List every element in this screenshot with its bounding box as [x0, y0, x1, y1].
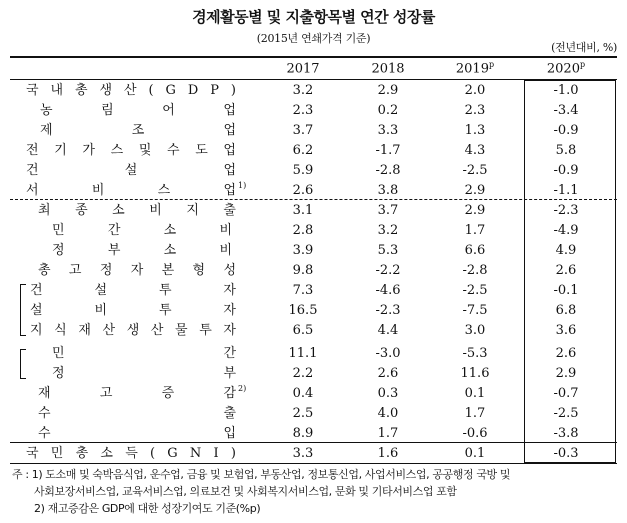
cell-value: 3.9 [292, 243, 314, 258]
cell-value: 2.0 [464, 83, 486, 98]
cell-value: 5.8 [555, 143, 577, 158]
cell-value: 2.6 [555, 263, 577, 278]
cell-value: -2.3 [553, 203, 579, 218]
cell-value: 0.1 [464, 446, 486, 461]
cell-value: -0.3 [553, 446, 579, 461]
cell-value: -4.6 [375, 283, 401, 298]
cell-value: 3.3 [292, 446, 314, 461]
cell-value: 0.3 [377, 386, 399, 401]
row-label: 제 조 업 [40, 123, 236, 138]
cell-value: 2.5 [292, 406, 314, 421]
cell-value: 3.8 [377, 183, 399, 198]
cell-value: -2.5 [553, 406, 579, 421]
footnote-2: 2) 재고증감은 GDP에 대한 성장기여도 기준(%p) [34, 502, 261, 515]
row-label: 민 간 [52, 346, 236, 361]
cell-value: 0.2 [377, 103, 399, 118]
row-label: 서 비 스 업 [26, 183, 236, 198]
row-label: 정 부 [52, 366, 236, 381]
column-header-2020: 2020$^p$ [546, 60, 586, 77]
column-header-2017: 2017 [286, 61, 320, 77]
cell-value: 0.4 [292, 386, 314, 401]
row-label: 정 부 소 비 [52, 243, 232, 258]
construction-bracket [20, 349, 26, 379]
cell-value: 6.2 [292, 143, 314, 158]
cell-value: 6.5 [292, 323, 314, 338]
cell-value: 1.6 [377, 446, 399, 461]
row-label: 수 출 [38, 406, 236, 421]
table-subtitle: (2015년 연쇄가격 기준) [256, 32, 371, 45]
row-label: 건 설 투 자 [30, 283, 236, 298]
cell-value: 7.3 [292, 283, 314, 298]
cell-value: -2.2 [375, 263, 401, 278]
footnote-1: 주 : 1) 도소매 및 숙박음식업, 운수업, 금융 및 보험업, 부동산업, 정보통신업, 사업서비스업, 공공행정 국방 및 [12, 468, 511, 481]
row-label: 지 식 재 산 생 산 물 투 자 [30, 323, 236, 338]
cell-value: 3.6 [555, 323, 577, 338]
highlight-2020-column [524, 80, 616, 463]
cell-value: -0.9 [553, 163, 579, 178]
cell-value: 4.4 [377, 323, 399, 338]
cell-value: -3.8 [553, 426, 579, 441]
cell-value: 2.9 [555, 366, 577, 381]
cell-value: -2.8 [375, 163, 401, 178]
cell-value: -1.7 [375, 143, 401, 158]
unit-label: (전년대비, %) [551, 41, 617, 54]
cell-value: 2.6 [555, 346, 577, 361]
cell-value: 2.9 [464, 183, 486, 198]
table-title: 경제활동별 및 지출항목별 연간 성장률 [192, 8, 435, 26]
footnotes [12, 466, 617, 517]
cell-value: -2.8 [462, 263, 488, 278]
cell-value: 5.9 [292, 163, 314, 178]
row-label: 전 기 가 스 및 수 도 업 [26, 143, 236, 158]
cell-value: 2.9 [464, 203, 486, 218]
row-label: 재 고 증 감 [38, 386, 236, 401]
cell-value: -1.0 [553, 83, 579, 98]
cell-value: 4.0 [377, 406, 399, 421]
cell-value: 8.9 [292, 426, 314, 441]
row-label: 수 입 [38, 426, 236, 441]
cell-value: -0.6 [462, 426, 488, 441]
cell-value: 3.2 [377, 223, 399, 238]
cell-value: 3.3 [377, 123, 399, 138]
cell-value: 6.8 [555, 303, 577, 318]
cell-value: 1.7 [464, 223, 486, 238]
row-label: 국 내 총 생 산 ( G D P ) [26, 83, 236, 98]
footnote-marker: 2) [238, 384, 247, 393]
cell-value: 3.1 [292, 203, 314, 218]
cell-value: 2.6 [377, 366, 399, 381]
cell-value: 0.1 [464, 386, 486, 401]
column-header-2019: 2019$^p$ [455, 60, 495, 77]
cell-value: -2.5 [462, 283, 488, 298]
cell-value: -2.3 [375, 303, 401, 318]
footnote-1-cont: 사회보장서비스업, 교육서비스업, 의료보건 및 사회복지서비스업, 문화 및 기타서비스업 포함 [34, 485, 457, 498]
cell-value: 11.6 [460, 366, 490, 381]
cell-value: 3.2 [292, 83, 314, 98]
cell-value: 1.7 [464, 406, 486, 421]
cell-value: 2.8 [292, 223, 314, 238]
investment-bracket [20, 284, 26, 336]
cell-value: -3.4 [553, 103, 579, 118]
cell-value: 2.3 [464, 103, 486, 118]
cell-value: -0.9 [553, 123, 579, 138]
cell-value: 3.7 [377, 203, 399, 218]
row-label: 농 림 어 업 [40, 103, 236, 118]
cell-value: 6.6 [464, 243, 486, 258]
cell-value: 3.0 [464, 323, 486, 338]
cell-value: 5.3 [377, 243, 399, 258]
row-label: 건 설 업 [26, 163, 236, 178]
row-label: 설 비 투 자 [30, 303, 236, 318]
cell-value: 4.3 [464, 143, 486, 158]
cell-value: -4.9 [553, 223, 579, 238]
cell-value: -0.7 [553, 386, 579, 401]
column-header-2018: 2018 [371, 61, 405, 77]
cell-value: 9.8 [292, 263, 314, 278]
cell-value: -2.5 [462, 163, 488, 178]
cell-value: 1.7 [377, 426, 399, 441]
cell-value: 2.6 [292, 183, 314, 198]
cell-value: -3.0 [375, 346, 401, 361]
cell-value: 3.7 [292, 123, 314, 138]
cell-value: 1.3 [464, 123, 486, 138]
cell-value: 16.5 [288, 303, 318, 318]
cell-value: -7.5 [462, 303, 488, 318]
row-label: 국 민 총 소 득 ( G N I ) [26, 446, 236, 461]
table-top-rule [10, 56, 617, 58]
row-label: 총 고 정 자 본 형 성 [38, 263, 236, 278]
cell-value: 4.9 [555, 243, 577, 258]
row-label: 민 간 소 비 [52, 223, 232, 238]
cell-value: 2.3 [292, 103, 314, 118]
cell-value: -0.1 [553, 283, 579, 298]
cell-value: 11.1 [288, 346, 318, 361]
cell-value: -1.1 [553, 183, 579, 198]
cell-value: 2.9 [377, 83, 399, 98]
footnote-marker: 1) [238, 181, 247, 190]
cell-value: 2.2 [292, 366, 314, 381]
row-label: 최 종 소 비 지 출 [38, 203, 236, 218]
cell-value: -5.3 [462, 346, 488, 361]
